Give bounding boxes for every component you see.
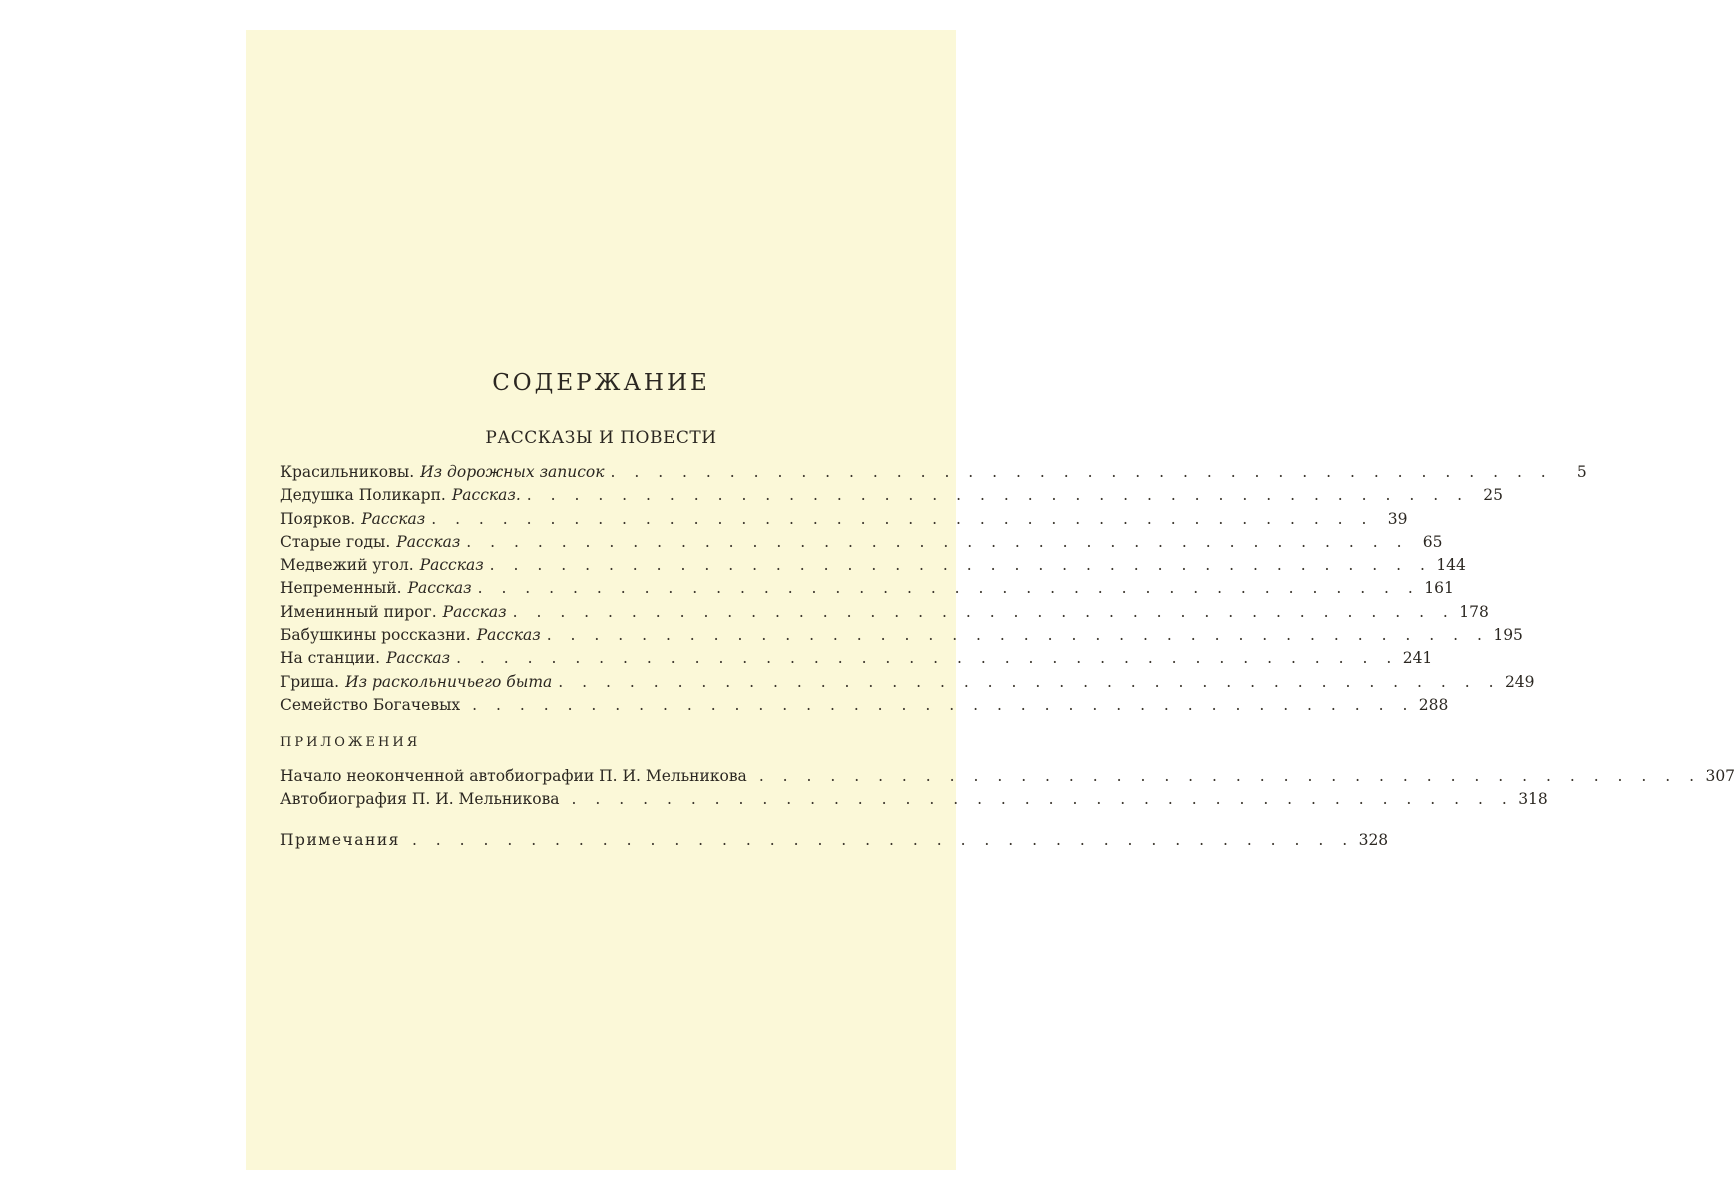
- dot-leader: . . . . . . . . . . . . . . . . . . . . . . . . . . . . . . . . . . . . . . . .: [472, 695, 1415, 714]
- page-number: 5: [1576, 463, 1587, 481]
- entry-subtitle: Рассказ: [386, 649, 451, 668]
- entry-title: Непременный.: [280, 579, 402, 598]
- toc-entry: [280, 767, 1735, 790]
- dot-leader: . . . . . . . . . . . . . . . . . . . . . . . . . . . . . . . . . . . . . . . .: [456, 649, 1399, 668]
- page-number: 249: [1504, 672, 1535, 691]
- toc-entry: [280, 509, 1408, 533]
- dot-leader: . . . . . . . . . . . . . . . . . . . . . . . . . . . . . . . . . . . . . . . .: [571, 790, 1514, 809]
- entry-title: Старые годы.: [280, 532, 391, 551]
- appendix-heading: ПРИЛОЖЕНИЯ: [280, 735, 421, 750]
- dot-leader: . . . . . . . . . . . . . . . . . . . . . . . . . . . . . . . . . . . . . . . .: [466, 532, 1409, 551]
- entry-subtitle: Рассказ: [476, 626, 541, 645]
- toc-entry: [280, 532, 1443, 556]
- dot-leader: . . . . . . . . . . . . . . . . . . . . . . . . . . . . . . . . . . . . . . . .: [489, 556, 1432, 575]
- entry-subtitle: Рассказ.: [451, 486, 521, 505]
- toc-entry: [280, 579, 1454, 602]
- page-number: 241: [1402, 649, 1433, 668]
- page-number: 178: [1459, 602, 1489, 621]
- dot-leader: . . . . . . . . . . . . . . . . . . . . . . . . . . . . . . . . . . . . . . . .: [546, 626, 1489, 645]
- book-page: [246, 30, 1735, 1170]
- page-number: 328: [1358, 831, 1389, 849]
- entry-title: Красильниковы.: [280, 463, 415, 481]
- dot-leader: . . . . . . . . . . . . . . . . . . . . . . . . . . . . . . . . . . . . . . . .: [526, 486, 1469, 505]
- entry-title: Примечания: [280, 831, 400, 849]
- toc-entry: [280, 790, 1548, 813]
- dot-leader: . . . . . . . . . . . . . . . . . . . . . . . . . . . . . . . . . . . . . . . .: [758, 767, 1702, 785]
- entry-subtitle: Рассказ: [407, 579, 472, 598]
- dot-leader: . . . . . . . . . . . . . . . . . . . . . . . . . . . . . . . . . . . . . . . .: [512, 602, 1455, 621]
- contents-heading: СОДЕРЖАНИЕ: [492, 370, 710, 396]
- entry-title: Гриша.: [280, 672, 340, 691]
- page-number: 307: [1705, 767, 1735, 785]
- entry-title: Дедушка Поликарп.: [280, 486, 446, 505]
- section-title: РАССКАЗЫ И ПОВЕСТИ: [485, 428, 717, 448]
- toc-entry: [280, 556, 1466, 579]
- page-number: 318: [1518, 790, 1548, 809]
- page-number: 288: [1418, 695, 1449, 714]
- page-number: 144: [1436, 556, 1466, 575]
- entry-title: Автобиография П. И. Мельникова: [280, 790, 560, 809]
- entry-subtitle: Из раскольничьего быта: [345, 672, 553, 691]
- page-number: 25: [1483, 486, 1503, 505]
- entry-title: Медвежий угол.: [280, 556, 414, 575]
- dot-leader: . . . . . . . . . . . . . . . . . . . . . . . . . . . . . . . . . . . . . . . .: [477, 579, 1420, 598]
- dot-leader: . . . . . . . . . . . . . . . . . . . . . . . . . . . . . . . . . . . . . . . .: [610, 463, 1553, 481]
- dot-leader: . . . . . . . . . . . . . . . . . . . . . . . . . . . . . . . . . . . . . . . .: [431, 509, 1374, 528]
- toc-entry: [280, 695, 1449, 719]
- entry-title: На станции.: [280, 649, 381, 668]
- toc-list: [280, 463, 1587, 719]
- dot-leader: . . . . . . . . . . . . . . . . . . . . . . . . . . . . . . . . . . . . . . . .: [411, 831, 1355, 849]
- toc-entry: [280, 626, 1523, 649]
- toc-entry: [280, 486, 1503, 509]
- entry-title: Поярков.: [280, 509, 356, 528]
- toc-entry: [280, 463, 1587, 486]
- appendix-list: [280, 767, 1735, 814]
- page-number: 195: [1493, 626, 1523, 645]
- page-number: 39: [1387, 509, 1408, 528]
- entry-subtitle: Из дорожных записок: [420, 463, 605, 481]
- dot-leader: . . . . . . . . . . . . . . . . . . . . . . . . . . . . . . . . . . . . . . . .: [558, 672, 1501, 691]
- entry-subtitle: Рассказ: [396, 532, 461, 551]
- toc-entry: [280, 602, 1489, 626]
- toc-entry: [280, 672, 1535, 696]
- entry-title: Бабушкины россказни.: [280, 626, 471, 645]
- entry-subtitle: Рассказ: [442, 602, 507, 621]
- entry-subtitle: Рассказ: [361, 509, 426, 528]
- entry-subtitle: Рассказ: [419, 556, 484, 575]
- entry-title: Начало неоконченной автобиографии П. И. Мельникова: [280, 767, 747, 785]
- notes-list: [280, 831, 1389, 854]
- page-number: 65: [1422, 532, 1443, 551]
- toc-entry: [280, 831, 1389, 854]
- entry-title: Семейство Богачевых: [280, 695, 461, 714]
- entry-title: Именинный пирог.: [280, 602, 437, 621]
- toc-entry: [280, 649, 1433, 672]
- page-number: 161: [1424, 579, 1454, 598]
